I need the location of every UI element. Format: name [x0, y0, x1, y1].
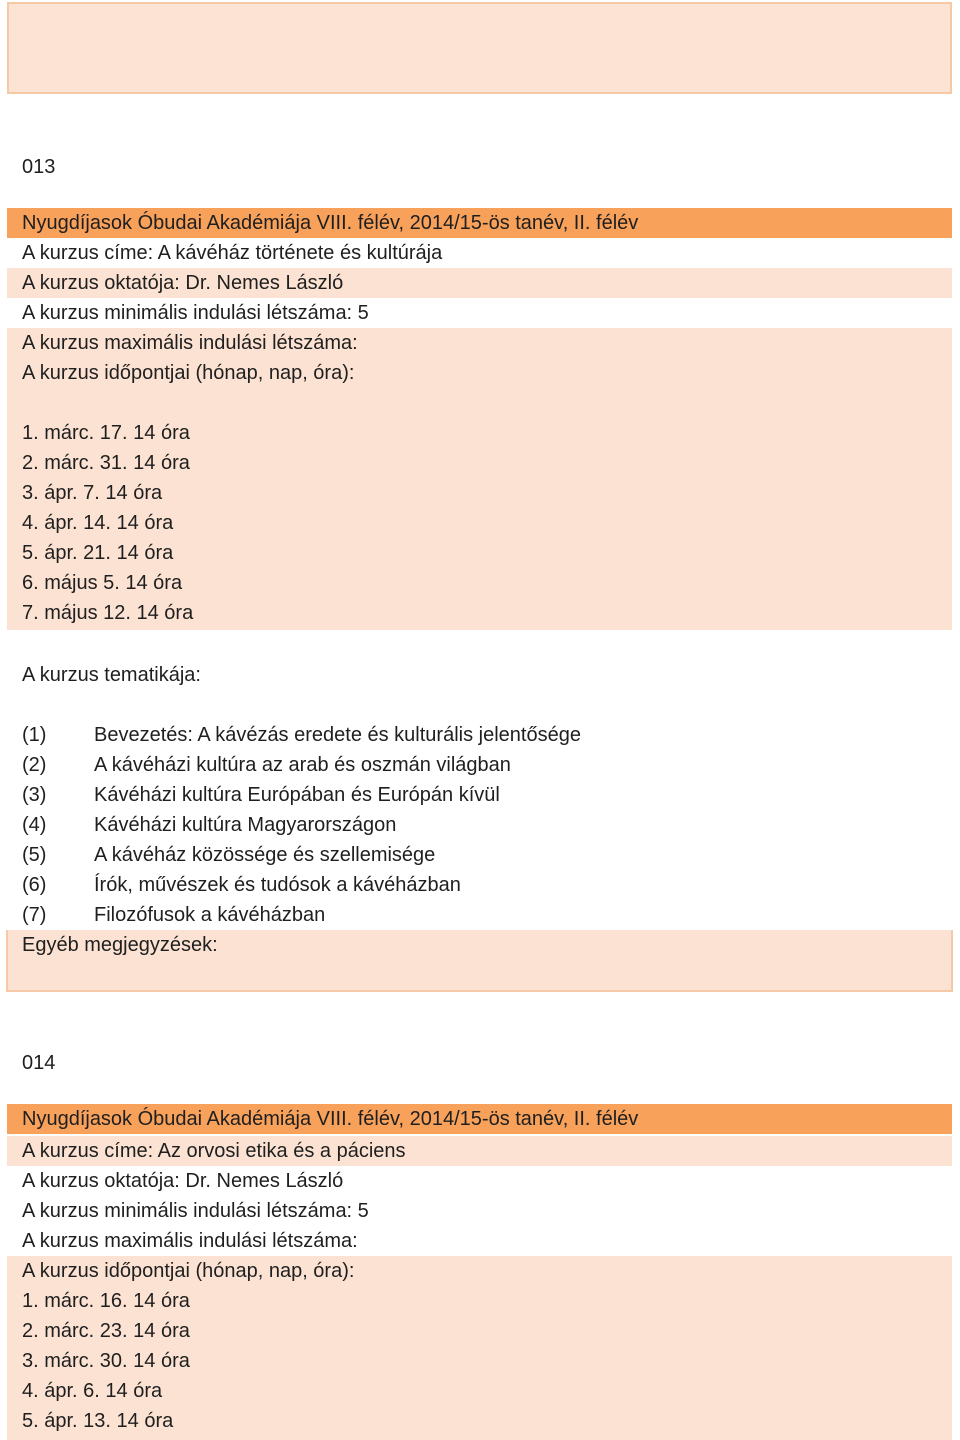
date-item: 4. ápr. 6. 14 óra — [22, 1380, 163, 1402]
course-max-count: A kurzus maximális indulási létszáma: — [7, 1226, 952, 1256]
notes-label: Egyéb megjegyzések: — [22, 934, 218, 956]
dates-label: A kurzus időpontjai (hónap, nap, óra): — [22, 362, 355, 384]
topic-number: (5) — [22, 844, 47, 866]
date-item: 3. márc. 30. 14 óra — [22, 1350, 190, 1372]
topic-item — [7, 870, 952, 900]
date-item: 2. márc. 23. 14 óra — [22, 1320, 190, 1342]
topic-item — [7, 840, 952, 870]
date-item: 5. ápr. 13. 14 óra — [22, 1410, 174, 1432]
topic-number: (3) — [22, 784, 47, 806]
date-item: 4. ápr. 14. 14 óra — [22, 512, 174, 534]
topic-text: A kávéház közössége és szellemisége — [94, 844, 436, 866]
previous-course-box-tail — [7, 2, 952, 94]
dates-label: A kurzus időpontjai (hónap, nap, óra): — [22, 1260, 355, 1282]
course-instructor: A kurzus oktatója: Dr. Nemes László — [7, 1166, 952, 1196]
date-item: 1. márc. 17. 14 óra — [22, 422, 190, 444]
topic-item — [7, 810, 952, 840]
topic-item — [7, 780, 952, 810]
course-title: A kurzus címe: Az orvosi etika és a páciens — [7, 1136, 952, 1166]
topic-number: (1) — [22, 724, 47, 746]
date-item: 5. ápr. 21. 14 óra — [22, 542, 174, 564]
course-max-count: A kurzus maximális indulási létszáma: — [7, 328, 952, 358]
topic-number: (4) — [22, 814, 47, 836]
date-item: 3. ápr. 7. 14 óra — [22, 482, 163, 504]
date-item: 2. márc. 31. 14 óra — [22, 452, 190, 474]
date-item: 7. május 12. 14 óra — [22, 602, 194, 624]
topic-text: Kávéházi kultúra Magyarországon — [94, 814, 397, 836]
topic-item — [7, 750, 952, 780]
course-topics-section — [7, 630, 952, 930]
topic-text: Filozófusok a kávéházban — [94, 904, 326, 926]
topic-number: (6) — [22, 874, 47, 896]
course-notes-section — [7, 930, 952, 990]
course-min-count: A kurzus minimális indulási létszáma: 5 — [7, 298, 952, 328]
course-header: Nyugdíjasok Óbudai Akadémiája VIII. félév, 2014/15-ös tanév, II. félév — [7, 1104, 952, 1134]
course-instructor: A kurzus oktatója: Dr. Nemes László — [7, 268, 952, 298]
course-dates-section — [7, 1256, 952, 1440]
date-item: 6. május 5. 14 óra — [22, 572, 183, 594]
topic-item — [7, 900, 952, 930]
topic-text: Kávéházi kultúra Európában és Európán kívül — [94, 784, 500, 806]
topic-item — [7, 720, 952, 750]
course-code: 013 — [22, 156, 56, 178]
topic-number: (2) — [22, 754, 47, 776]
date-item: 1. márc. 16. 14 óra — [22, 1290, 190, 1312]
course-min-count: A kurzus minimális indulási létszáma: 5 — [7, 1196, 952, 1226]
spacer — [7, 388, 952, 418]
topic-text: Bevezetés: A kávézás eredete és kulturális jelentősége — [94, 724, 581, 746]
spacer — [7, 690, 952, 720]
course-dates-section — [7, 358, 952, 630]
course-header: Nyugdíjasok Óbudai Akadémiája VIII. félév, 2014/15-ös tanév, II. félév — [7, 208, 952, 238]
course-title: A kurzus címe: A kávéház története és kultúrája — [7, 238, 952, 268]
topics-label: A kurzus tematikája: — [7, 660, 952, 690]
topic-number: (7) — [22, 904, 47, 926]
topic-text: Írók, művészek és tudósok a kávéházban — [94, 874, 461, 896]
topic-text: A kávéházi kultúra az arab és oszmán világban — [94, 754, 511, 776]
course-code: 014 — [22, 1052, 56, 1074]
